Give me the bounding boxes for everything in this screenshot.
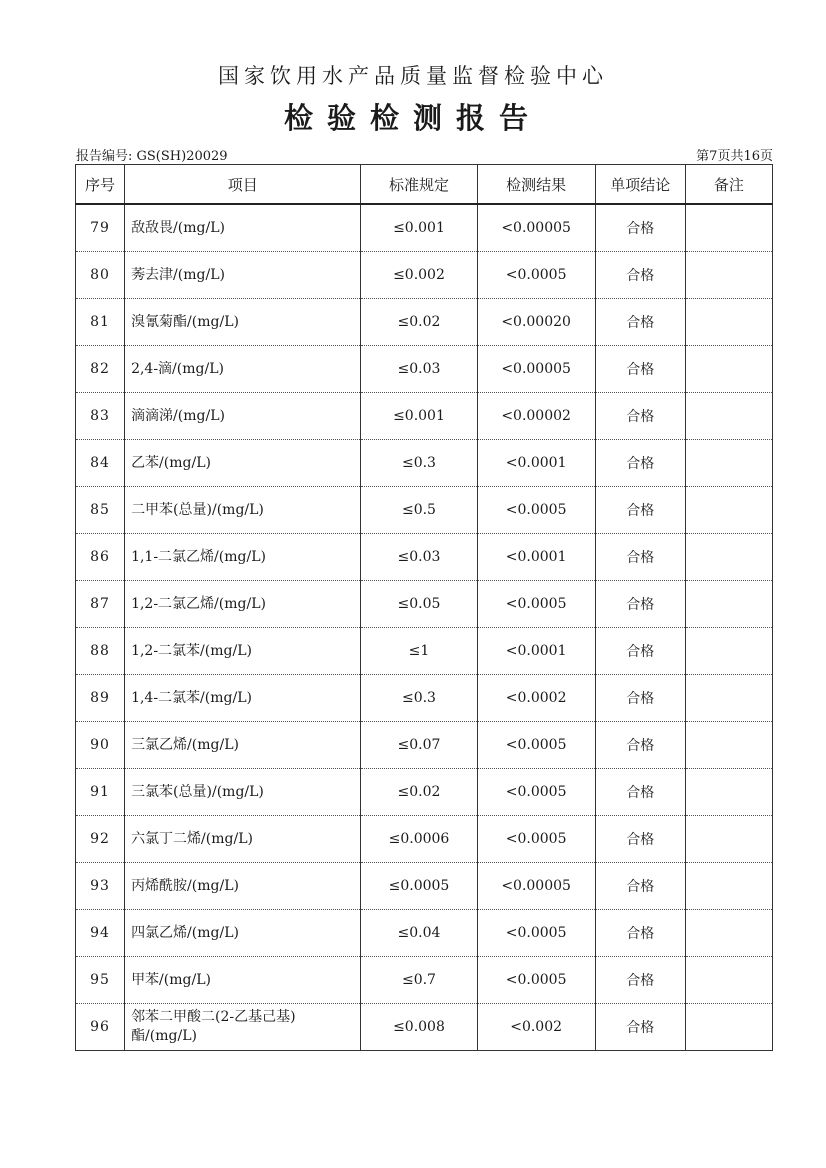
report-number: 报告编号: GS(SH)20029: [76, 149, 228, 164]
row-result: <0.0002: [477, 675, 595, 722]
row-note: [685, 204, 772, 252]
row-item: 二甲苯(总量)/(mg/L): [125, 487, 361, 534]
row-item: 滴滴涕/(mg/L): [125, 393, 361, 440]
row-item: 溴氰菊酯/(mg/L): [125, 299, 361, 346]
row-item: 敌敌畏/(mg/L): [125, 204, 361, 252]
row-result: <0.0001: [477, 628, 595, 675]
organization-name: 国家饮用水产品质量监督检验中心: [218, 64, 608, 88]
row-seq: 85: [76, 487, 125, 534]
row-note: [685, 957, 772, 1004]
row-item: 1,1-二氯乙烯/(mg/L): [125, 534, 361, 581]
row-conclusion: 合格: [595, 1004, 685, 1051]
row-standard: ≤0.001: [361, 204, 477, 252]
results-table: [75, 164, 773, 1051]
table-row: [76, 957, 773, 1004]
table-row: [76, 816, 773, 863]
row-standard: ≤0.03: [361, 346, 477, 393]
row-conclusion: 合格: [595, 816, 685, 863]
row-seq: 94: [76, 910, 125, 957]
row-note: [685, 581, 772, 628]
report-meta: [76, 145, 773, 163]
table-row: [76, 628, 773, 675]
row-note: [685, 769, 772, 816]
row-conclusion: 合格: [595, 299, 685, 346]
row-standard: ≤0.002: [361, 252, 477, 299]
row-seq: 79: [76, 204, 125, 252]
table-row: [76, 252, 773, 299]
row-standard: ≤1: [361, 628, 477, 675]
row-seq: 90: [76, 722, 125, 769]
row-note: [685, 722, 772, 769]
row-result: <0.00002: [477, 393, 595, 440]
row-seq: 89: [76, 675, 125, 722]
row-conclusion: 合格: [595, 440, 685, 487]
row-result: <0.0005: [477, 769, 595, 816]
row-conclusion: 合格: [595, 863, 685, 910]
row-note: [685, 816, 772, 863]
table-row: [76, 581, 773, 628]
row-item: 莠去津/(mg/L): [125, 252, 361, 299]
row-standard: ≤0.3: [361, 440, 477, 487]
row-standard: ≤0.0006: [361, 816, 477, 863]
row-item: 乙苯/(mg/L): [125, 440, 361, 487]
row-note: [685, 863, 772, 910]
row-seq: 88: [76, 628, 125, 675]
row-note: [685, 346, 772, 393]
row-seq: 84: [76, 440, 125, 487]
column-header-result: 检测结果: [477, 165, 595, 205]
row-standard: ≤0.008: [361, 1004, 477, 1051]
row-seq: 86: [76, 534, 125, 581]
row-conclusion: 合格: [595, 393, 685, 440]
row-note: [685, 299, 772, 346]
row-item: 三氯苯(总量)/(mg/L): [125, 769, 361, 816]
row-seq: 81: [76, 299, 125, 346]
table-row: [76, 863, 773, 910]
column-header-seq: 序号: [76, 165, 125, 205]
table-row: [76, 393, 773, 440]
row-result: <0.0005: [477, 957, 595, 1004]
row-seq: 93: [76, 863, 125, 910]
row-standard: ≤0.05: [361, 581, 477, 628]
row-note: [685, 675, 772, 722]
row-result: <0.0005: [477, 910, 595, 957]
row-seq: 96: [76, 1004, 125, 1051]
row-result: <0.00005: [477, 204, 595, 252]
row-conclusion: 合格: [595, 910, 685, 957]
row-result: <0.002: [477, 1004, 595, 1051]
row-standard: ≤0.001: [361, 393, 477, 440]
row-item: 丙烯酰胺/(mg/L): [125, 863, 361, 910]
row-conclusion: 合格: [595, 487, 685, 534]
row-standard: ≤0.3: [361, 675, 477, 722]
row-item: 2,4-滴/(mg/L): [125, 346, 361, 393]
row-note: [685, 252, 772, 299]
row-note: [685, 910, 772, 957]
table-row: [76, 769, 773, 816]
row-item: 邻苯二甲酸二(2-乙基己基)酯/(mg/L): [125, 1004, 361, 1051]
row-conclusion: 合格: [595, 346, 685, 393]
row-standard: ≤0.02: [361, 769, 477, 816]
row-note: [685, 1004, 772, 1051]
row-item: 甲苯/(mg/L): [125, 957, 361, 1004]
table-row: [76, 910, 773, 957]
row-standard: ≤0.02: [361, 299, 477, 346]
row-seq: 87: [76, 581, 125, 628]
row-item: 1,2-二氯乙烯/(mg/L): [125, 581, 361, 628]
table-row: [76, 204, 773, 252]
row-standard: ≤0.5: [361, 487, 477, 534]
row-result: <0.0001: [477, 534, 595, 581]
row-standard: ≤0.04: [361, 910, 477, 957]
table-row: [76, 722, 773, 769]
table-header-row: [76, 165, 773, 205]
row-item: 四氯乙烯/(mg/L): [125, 910, 361, 957]
row-seq: 83: [76, 393, 125, 440]
row-standard: ≤0.03: [361, 534, 477, 581]
row-result: <0.00005: [477, 863, 595, 910]
row-item: 1,2-二氯苯/(mg/L): [125, 628, 361, 675]
column-header-item: 项目: [125, 165, 361, 205]
row-conclusion: 合格: [595, 769, 685, 816]
row-conclusion: 合格: [595, 675, 685, 722]
column-header-standard: 标准规定: [361, 165, 477, 205]
row-conclusion: 合格: [595, 204, 685, 252]
report-title: 检验检测报告: [283, 101, 542, 135]
column-header-note: 备注: [685, 165, 772, 205]
table-row: [76, 346, 773, 393]
row-seq: 92: [76, 816, 125, 863]
column-header-conclusion: 单项结论: [595, 165, 685, 205]
row-conclusion: 合格: [595, 957, 685, 1004]
row-seq: 91: [76, 769, 125, 816]
row-conclusion: 合格: [595, 252, 685, 299]
table-row: [76, 1004, 773, 1051]
table-row: [76, 487, 773, 534]
row-result: <0.00020: [477, 299, 595, 346]
row-standard: ≤0.0005: [361, 863, 477, 910]
table-row: [76, 534, 773, 581]
table-row: [76, 675, 773, 722]
row-conclusion: 合格: [595, 534, 685, 581]
row-standard: ≤0.07: [361, 722, 477, 769]
row-item: 三氯乙烯/(mg/L): [125, 722, 361, 769]
row-result: <0.0005: [477, 487, 595, 534]
row-result: <0.0001: [477, 440, 595, 487]
row-seq: 95: [76, 957, 125, 1004]
row-conclusion: 合格: [595, 722, 685, 769]
table-row: [76, 440, 773, 487]
row-conclusion: 合格: [595, 628, 685, 675]
row-note: [685, 628, 772, 675]
row-note: [685, 440, 772, 487]
row-result: <0.0005: [477, 581, 595, 628]
row-result: <0.0005: [477, 722, 595, 769]
row-standard: ≤0.7: [361, 957, 477, 1004]
row-conclusion: 合格: [595, 581, 685, 628]
row-seq: 80: [76, 252, 125, 299]
row-seq: 82: [76, 346, 125, 393]
page-info: 第7页共16页: [696, 149, 773, 164]
row-note: [685, 487, 772, 534]
row-result: <0.00005: [477, 346, 595, 393]
table-row: [76, 299, 773, 346]
row-result: <0.0005: [477, 816, 595, 863]
row-item: 六氯丁二烯/(mg/L): [125, 816, 361, 863]
row-item: 1,4-二氯苯/(mg/L): [125, 675, 361, 722]
row-note: [685, 393, 772, 440]
row-result: <0.0005: [477, 252, 595, 299]
row-note: [685, 534, 772, 581]
